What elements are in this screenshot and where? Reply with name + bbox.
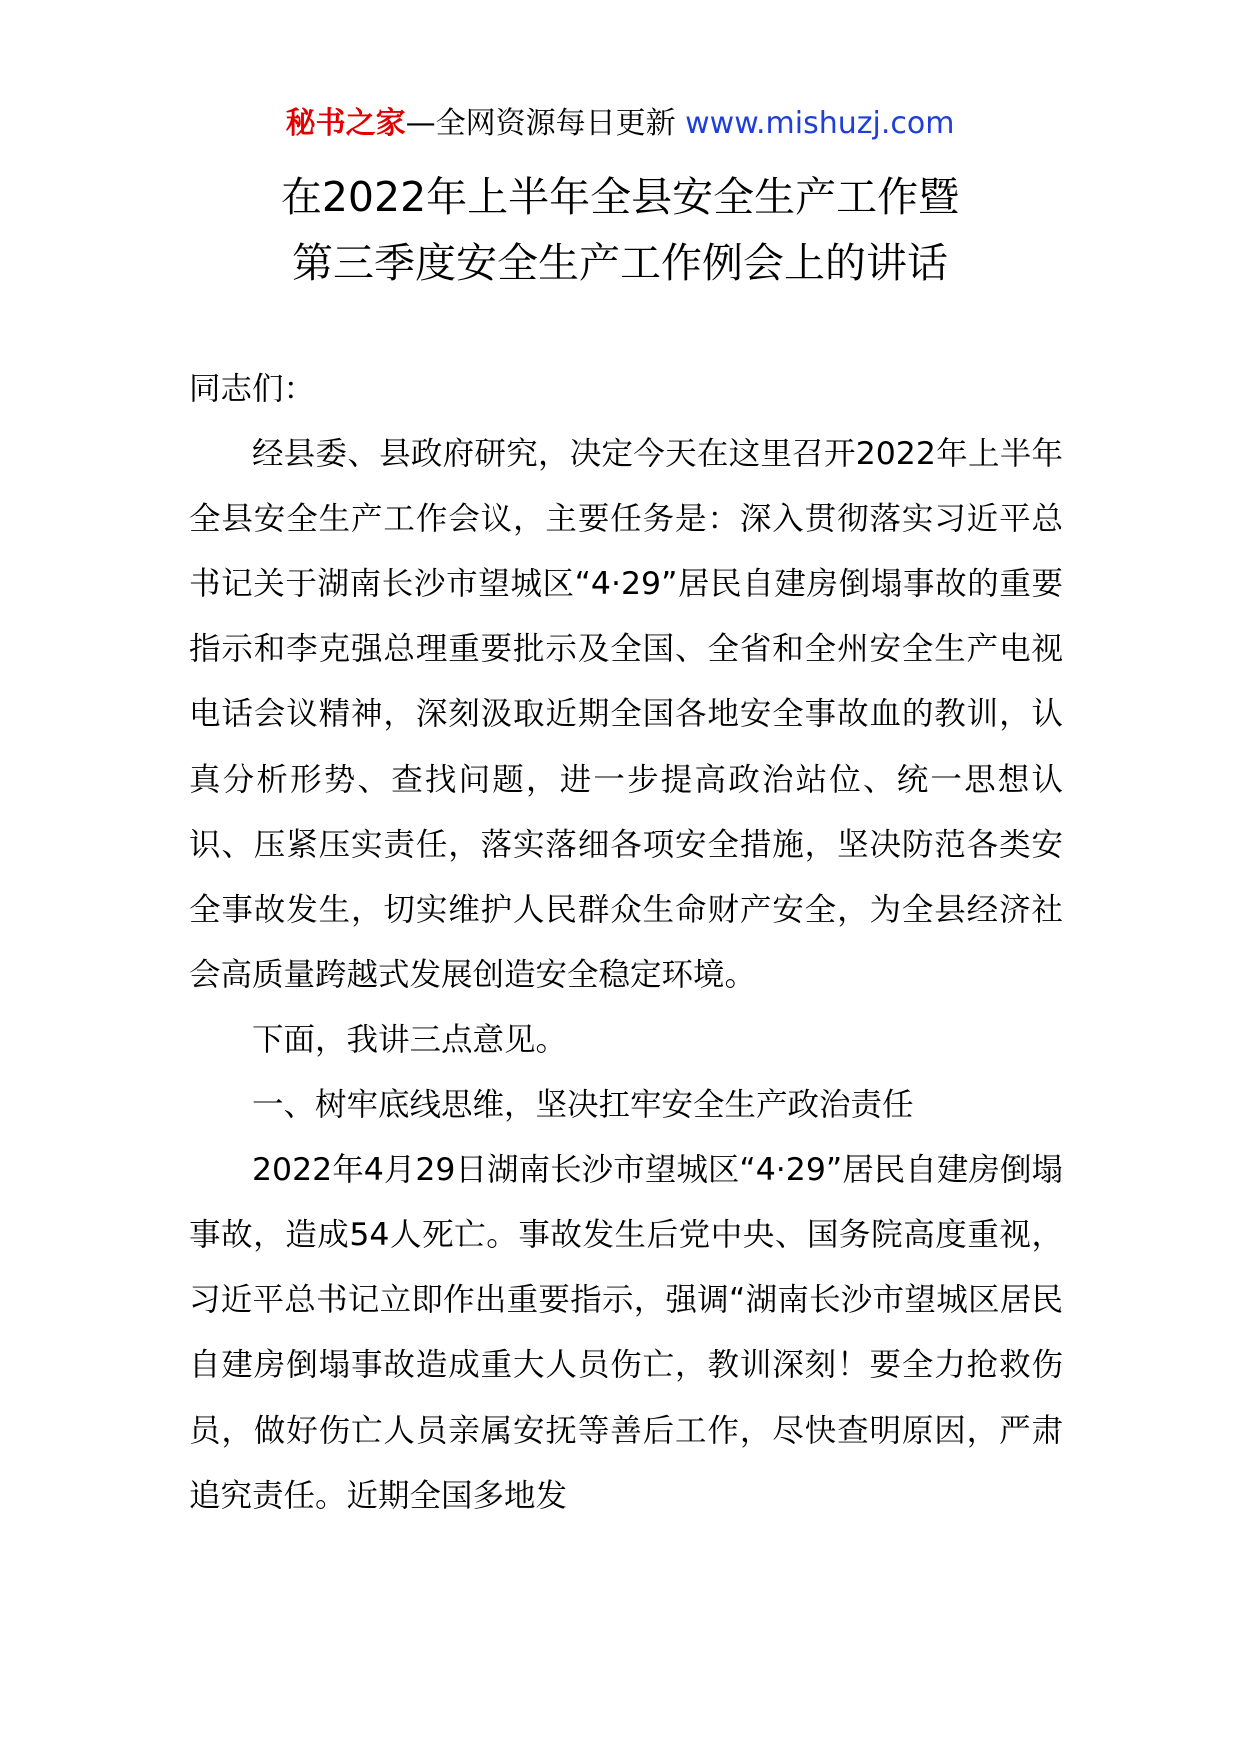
paragraph-section-1: 2022年4月29日湖南长沙市望城区“4·29”居民自建房倒塌事故，造成54人死亡。事故发生后党中央、国务院高度重视，习近平总书记立即作出重要指示，强调“湖南长沙市望城区居民自建房倒塌事故造成重大人员伤亡，教训深刻！要全力抢救伤员，做好伤亡人员亲属安抚等善后工作，尽快查明原因，严肃追究责任。近期全国多地发 [189,1152,1063,1514]
document-title [0,164,1240,296]
salutation: 同志们： [189,371,316,407]
brand-name: 秘书之家 [285,106,406,141]
header-tagline: —全网资源每日更新 [405,106,686,141]
paragraph-intro: 经县委、县政府研究，决定今天在这里召开2022年上半年全县安全生产工作会议，主要任务是：深入贯彻落实习近平总书记关于湖南长沙市望城区“4·29”居民自建房倒塌事故的重要指示和李克强总理重要批示及全国、全省和全州安全生产电视电话会议精神，深刻汲取近期全国各地安全事故血的教训，认真分析形势、查找问题，进一步提高政治站位、统一思想认识、压紧压实责任，落实落细各项安全措施，坚决防范各类安全事故发生，切实维护人民群众生命财产安全，为全县经济社会高质量跨越式发展创造安全稳定环境。 [189,436,1063,993]
document-body [189,357,1063,1529]
title-line-2: 第三季度安全生产工作例会上的讲话 [292,239,948,287]
site-link[interactable]: www.mishuzj.com [685,106,955,141]
section-heading-1: 一、树牢底线思维，坚决扛牢安全生产政治责任 [252,1087,914,1124]
site-header [0,102,1240,146]
paragraph-transition: 下面，我讲三点意见。 [252,1021,568,1058]
title-line-1: 在2022年上半年全县安全生产工作暨 [280,173,960,221]
